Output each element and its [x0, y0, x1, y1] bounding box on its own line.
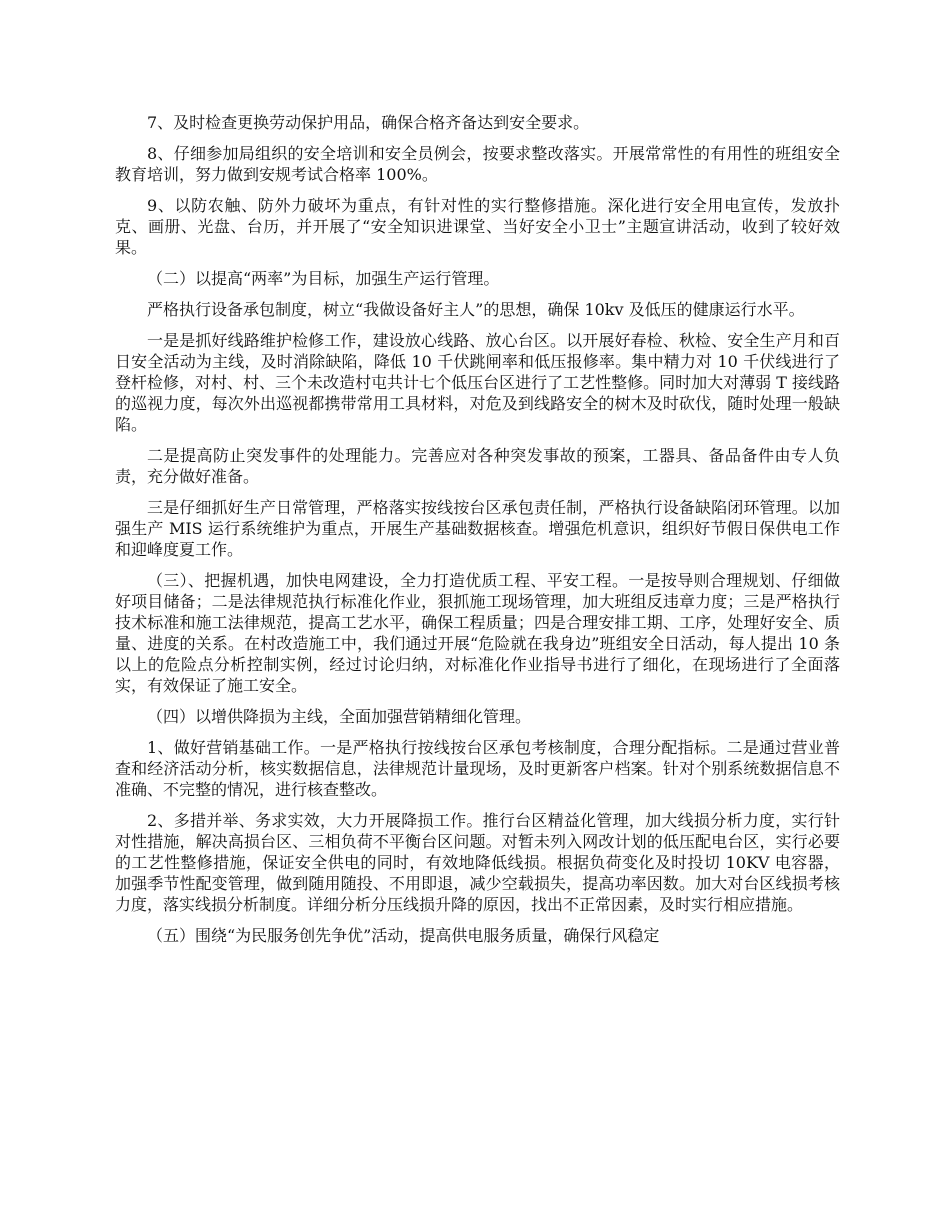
paragraph-equipment-contract: 严格执行设备承包制度，树立“我做设备好主人”的思想，确保 10kv 及低压的健康运行水平。 — [147, 300, 805, 319]
paragraph-loss-reduction: 2、多措并举、务求实效，大力开展降损工作。推行台区精益化管理，加大线损分析力度，实行针对性措施，解决高损台区、三相负荷不平衡台区问题。对暂未列入网改计划的低压配电台区，实行必要的工艺性整修措施，保证安全供电的同时，有效地降低线损。根据负荷变化及时投切 10KV 电容器，加强季节性配变管理，做到随用随投、不用即退，减少空载损失，提高功率因数。加大对台区线损考核力度，落实线损分析制度。详细分析分压线损升降的原因，找出不正常因素，及时实行相应措施。 — [115, 811, 840, 914]
paragraph-marketing-basics: 1、做好营销基础工作。一是严格执行按线按台区承包考核制度，合理分配指标。二是通过营业普查和经济活动分析，核实数据信息，法律规范计量现场，及时更新客户档案。针对个别系统数据信息不准确、不完整的情况，进行核查整改。 — [115, 738, 840, 799]
paragraph-item-9: 9、以防农触、防外力破坏为重点，有针对性的实行整修措施。深化进行安全用电宣传，发放扑克、画册、光盘、台历，并开展了“安全知识进课堂、当好安全小卫士”主题宣讲活动，收到了较好效果。 — [115, 196, 840, 257]
section-heading-3: （三）、把握机遇，加快电网建设，全力打造优质工程、平安工程。一是按导则合理规划、仔细做好项目储备；二是法律规范执行标准化作业，狠抓施工现场管理，加大班组反违章力度；三是严格执行技术标准和施工法律规范，提高工艺水平，确保工程质量；四是合理安排工期、工序，处理好安全、质量、进度的关系。在村改造施工中，我们通过开展“危险就在我身边”班组安全日活动，每人提出 10 条以上的危险点分析控制实例，经过讨论归纳，对标准化作业指导书进行了细化，在现场进行了全面落实，有效保证了施工安全。 — [115, 571, 840, 695]
paragraph-daily-management: 三是仔细抓好生产日常管理，严格落实按线按台区承包责任制，严格执行设备缺陷闭环管理。以加强生产 MIS 运行系统维护为重点，开展生产基础数据核查。增强危机意识，组织好节假日保供电工作和迎峰度夏工作。 — [115, 498, 840, 559]
section-heading-2: （二）以提高“两率”为目标，加强生产运行管理。 — [147, 269, 500, 288]
section-heading-5: （五）围绕“为民服务创先争优”活动，提高供电服务质量，确保行风稳定 — [147, 926, 660, 945]
paragraph-item-7: 7、及时检查更换劳动保护用品，确保合格齐备达到安全要求。 — [147, 113, 590, 132]
paragraph-emergency-handling: 二是提高防止突发事件的处理能力。完善应对各种突发事故的预案，工器具、备品备件由专人负责，充分做好准备。 — [115, 446, 840, 486]
paragraph-line-maintenance: 一是是抓好线路维护检修工作，建设放心线路、放心台区。以开展好春检、秋检、安全生产月和百日安全活动为主线，及时消除缺陷，降低 10 千伏跳闸率和低压报修率。集中精力对 10 千伏线进行了登杆检修，对村、村、三个未改造村屯共计七个低压台区进行了工艺性整修。同时加大对薄弱 T 接线路的巡视力度，每次外出巡视都携带常用工具材料，对危及到线路安全的树木及时砍伐，随时处理一般缺陷。 — [115, 331, 840, 434]
paragraph-item-8: 8、仔细参加局组织的安全培训和安全员例会，按要求整改落实。开展常常性的有用性的班组安全教育培训，努力做到安规考试合格率 100%。 — [115, 144, 840, 184]
section-heading-4: （四）以增供降损为主线，全面加强营销精细化管理。 — [147, 707, 532, 726]
